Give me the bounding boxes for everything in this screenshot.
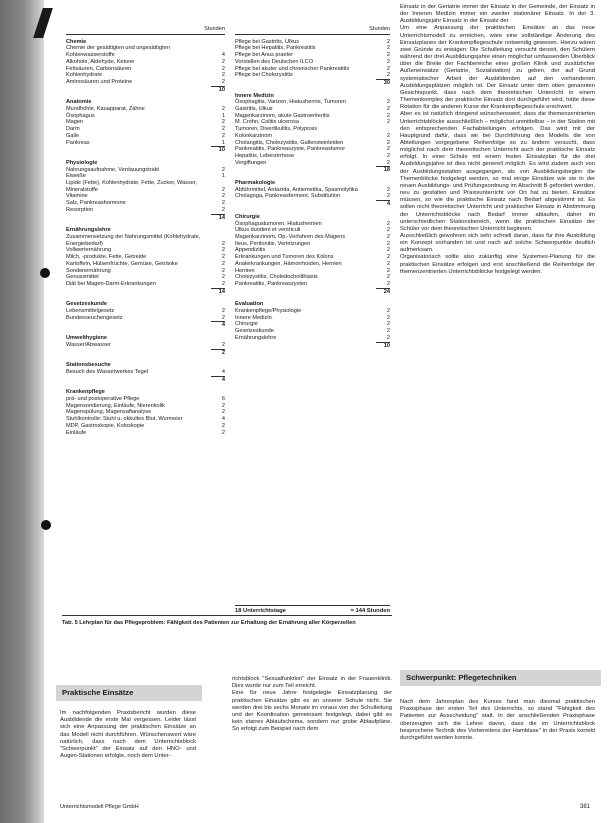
hours-cell: 2	[386, 112, 390, 119]
topic-cell: Zusammensetzung der Nahrungsmittel (Kohlehydrate, Energiebedarf)	[66, 233, 201, 247]
topic-cell: Pflege bei Gastritis, Ulkus	[235, 38, 300, 45]
hours-cell: 2	[386, 72, 390, 79]
table-section	[66, 335, 225, 356]
table-row	[235, 99, 390, 106]
sum-value: 14	[211, 288, 225, 296]
topic-cell: Vergiftungen	[235, 159, 267, 166]
topic-cell: Pankreatitis, Pankreaszysten	[235, 280, 308, 287]
table-column-left	[66, 26, 225, 442]
section-title: Stationsbesuche	[66, 362, 111, 369]
hours-cell: 2	[386, 152, 390, 159]
table-row	[66, 274, 225, 281]
binder-hole	[40, 268, 50, 278]
sum-value: 24	[376, 288, 390, 296]
table-row	[235, 261, 390, 268]
table-row	[235, 59, 390, 66]
topic-cell: Magensondierung, Einläufe, Nierenkolik	[66, 402, 165, 409]
paragraph: Nach dem Jahresplan des Kurses fand man diesmal praktischen Praxisphase der ersten Teil des Unterrichts, so stand "Fähigkeit des Patienten zur Ausscheidung" statt. In der anschließenden Praxisphase überzeugten sich die Lehrer davon, dass die im Unterrichtsblock besprochene Technik des Vorbereitens der Hamblase" in der Praxis korrekt durchgeführt werden konnte.	[400, 699, 595, 742]
hours-cell: 2	[221, 247, 225, 254]
topic-cell: Analerkrankungen, Hämorrhoiden, Hernien	[235, 260, 342, 267]
table-row	[66, 126, 225, 133]
paragraph: Im nachfolgenden Praxisbericht wurden diese Ausbildende die erste Mal vergessen. Leider lässt sich eine Anpassung der praktischen Einsätze an das Modell nicht durchführen. Wünschenswert wäre natürlich, dass nach dem Unterrichtsblock "Schwerpunkt" der Einsatz auf den HNO- und Augen-Stationen erfolgte, noch dem Unter-	[60, 710, 196, 760]
table-row	[66, 369, 225, 376]
sum-value: 18	[376, 166, 390, 174]
table-section	[66, 389, 225, 436]
middle-text	[232, 676, 392, 734]
topic-cell: Nahrungsaufnahme, Verdauungstrakt	[66, 166, 159, 173]
table-row	[66, 72, 225, 79]
topic-cell: Erkrankungen und Tumoren des Kolons	[235, 254, 334, 261]
table-row	[235, 335, 390, 342]
section-sum	[66, 288, 225, 296]
table-row	[235, 193, 390, 200]
hours-cell: 2	[386, 132, 390, 139]
table-row	[66, 140, 225, 147]
topic-cell: Ösophagus	[66, 112, 95, 119]
topic-cell: M. Crohn, Colitis ulcerosa	[235, 119, 300, 126]
paragraph: richtsblock "Sexualfunktion" der Einsatz in der Frauenklinik. Dies wurde nur zum Teil erreicht.	[232, 676, 392, 690]
hours-cell: 2	[386, 247, 390, 254]
hours-cell: 2	[221, 260, 225, 267]
table-row	[235, 140, 390, 147]
sum-value: 14	[211, 214, 225, 222]
topic-cell: Magenkarzinom, akute Gastroenteritis	[235, 112, 330, 119]
paragraph: Ausschließlich gewohnen sich sehr schnell daran, dass für ihre Ausbildung ein Konzept vorhanden ist und nach auf solche Schwerpunkte deutlich aufmerksam.	[400, 233, 595, 254]
topic-cell: MDP, Gastroskopie, Koloskopie	[66, 422, 145, 429]
table-row	[66, 254, 225, 261]
topic-cell: Sondenernährung	[66, 267, 111, 274]
topic-cell: Genussmittel	[66, 274, 99, 281]
topic-cell: Vitamine	[66, 193, 88, 200]
binding-strip	[0, 0, 44, 823]
hours-cell: 2	[386, 233, 390, 240]
table-section	[66, 227, 225, 295]
hours-cell: 2	[386, 274, 390, 281]
table-row	[235, 254, 390, 261]
table-total-row	[235, 605, 390, 614]
hours-cell: 2	[221, 240, 225, 247]
topic-cell: Ulkus duodeni et ventriculi	[235, 227, 301, 234]
topic-cell: Salz, Pankreashormone	[66, 200, 126, 207]
topic-cell: Lebensmittelgesetz	[66, 308, 115, 315]
table-row	[66, 247, 225, 254]
section-sum	[235, 166, 390, 174]
topic-cell: Fettsäuren, Carbonsäuren	[66, 65, 132, 72]
topic-cell: Pflege bei Cholezystitis	[235, 72, 293, 79]
hours-cell: 2	[221, 429, 225, 436]
topic-cell: Galle	[66, 132, 80, 139]
topic-cell: Hernien	[235, 267, 255, 274]
hours-cell: 2	[386, 99, 390, 106]
table-row	[66, 234, 225, 247]
sum-value: 30	[376, 79, 390, 87]
topic-cell: Kohlenhydrate	[66, 72, 103, 79]
topic-cell: Chirurgie	[235, 321, 258, 328]
techniques-text	[400, 699, 595, 742]
topic-cell: Ernährungslehre	[235, 334, 277, 341]
sum-value: 4	[211, 376, 225, 384]
topic-cell: Aminosäuren und Proteine	[66, 78, 133, 85]
table-section	[66, 362, 225, 383]
hours-cell: 2	[386, 58, 390, 65]
table-row	[235, 187, 390, 194]
topic-cell: Pflege bei akuter und chronischer Pankreatitis	[235, 65, 350, 72]
hours-cell: 2	[221, 126, 225, 133]
paragraph: Organisatorisch sollte also zukünftig eine Systemes-Planung für die praktischen Einsätze erfolgen und erst anschließend die Reihenfolge der themenzentrierten Unterrichtsblöcke festgelegt werden.	[400, 254, 595, 275]
table-row	[235, 39, 390, 46]
table-row	[66, 66, 225, 73]
section-title: Innere Medizin	[235, 92, 274, 99]
hours-cell: 2	[386, 119, 390, 126]
topic-cell: Kolonkarzinom	[235, 132, 272, 139]
table-row	[235, 146, 390, 153]
table-row	[66, 59, 225, 66]
hours-cell: 2	[386, 186, 390, 193]
section-sum	[66, 376, 225, 384]
section-title: Ernährungslehre	[66, 227, 111, 234]
hours-cell: 2	[221, 402, 225, 409]
section-title: Pharmakologie	[235, 180, 276, 187]
sum-value: 10	[376, 342, 390, 350]
topic-cell: Einläufe	[66, 429, 87, 436]
practical-text	[60, 710, 196, 760]
hours-cell: 2	[386, 280, 390, 287]
hours-cell: 2	[386, 193, 390, 200]
topic-cell: Bundesseuchengesetz	[66, 314, 123, 321]
topic-cell: Vorstellen des Deutschen ILCO	[235, 58, 314, 65]
sum-value: 4	[211, 321, 225, 329]
topic-cell: Magenspülung, Magensaftanalyse	[66, 409, 152, 416]
topic-cell: prä- und postoperative Pflege	[66, 396, 140, 403]
table-row	[235, 328, 390, 335]
topic-cell: Magen	[66, 119, 84, 126]
sum-value: 10	[211, 146, 225, 154]
hours-cell: 2	[221, 119, 225, 126]
section-sum	[66, 86, 225, 94]
section-title: Evaluation	[235, 301, 264, 308]
topic-cell: Cholangitis, Cholezystitis, Gallensteinleiden	[235, 139, 344, 146]
table-row	[66, 113, 225, 120]
topic-cell: Alkohole, Aldehyde, Ketone	[66, 58, 135, 65]
hours-cell: 2	[221, 308, 225, 315]
topic-cell: Kartoffeln, Hülsenfrüchte, Gemüse, Getränke	[66, 260, 178, 267]
table-section	[235, 39, 390, 87]
paragraph: Eine für neue Jahre festgelegte Einsatzplanung der praktischen Einsätze gibt es an unserer Schule nicht. Sie werden drei bis sechs Monate im voraus von der Schulleitung und der Koordination gemeinsam festgelegt, dabei gibt es kein starres Ablaufschema, sondern nur grobe Ablaufpläne. So erfolgt zum Beispiel nach dem	[232, 690, 392, 733]
paragraph: Um eine Anpassung der praktischen Einsätze an das neue Unterrichtsmodell zu erreichen, wäre eine vollständige Änderung des Einsatzplanes der Krankenpflegeschule notwendig gewesen. Hierzu wären zwei Gründe zu erwägen: Die Schulleitung versucht derzeit, den Schülern während der drei Ausbildungsjahre einen möglichst umfassenden Überblick über die Breite der Fachbereiche einer großen Klinik und zusätzlicher Außeneinsätze (Geriatrie, Sozialstation) zu geben, der auf Grund systematischer Arbeit der Ausbildenden auf den vorhandenen Ausbildungsplätzen möglich ist. Der Einsatz unter dem oben genannten Gesichtspunkt, dass nach dem theoretischen Unterricht in einem Themenkomplex der praktische Einsatz dort durchgeführt wird, hätte diese Rotation für die anderen Kurse der Krankenpflegeschule erschwert.	[400, 25, 595, 111]
topic-cell: Ösophagustumoren, Hiatushernien	[235, 220, 322, 227]
hours-cell: 2	[221, 72, 225, 79]
table-row	[235, 113, 390, 120]
topic-cell: Innere Medizin	[235, 314, 272, 321]
hours-cell: 2	[386, 227, 390, 234]
topic-cell: Pankreas	[66, 139, 90, 146]
section-title: Anatomie	[66, 99, 92, 106]
table-row	[235, 281, 390, 288]
topic-cell: Darm	[66, 126, 80, 133]
hours-cell: 6	[221, 396, 225, 403]
hours-cell: 2	[221, 422, 225, 429]
table-row	[66, 119, 225, 126]
table-section	[66, 160, 225, 221]
hours-cell: 2	[386, 328, 390, 335]
sum-value: 4	[376, 200, 390, 208]
table-row	[235, 160, 390, 167]
total-hours: = 144 Stunden	[350, 608, 390, 614]
table-row	[66, 167, 225, 174]
table-row	[66, 423, 225, 430]
hours-cell: 4	[221, 52, 225, 59]
hours-cell: 2	[221, 65, 225, 72]
table-section	[235, 180, 390, 208]
topic-cell: Ileus, Peritonitis, Verletzungen	[235, 240, 311, 247]
hours-cell: 2	[386, 334, 390, 341]
hours-cell: 2	[386, 106, 390, 113]
topic-cell: Resorption	[66, 206, 94, 213]
hours-cell: 2	[386, 240, 390, 247]
hours-cell: 2	[386, 65, 390, 72]
hours-cell: 2	[221, 78, 225, 85]
section-title: Krankenpflege	[66, 389, 105, 396]
hours-cell: 2	[221, 106, 225, 113]
hours-cell: 2	[386, 260, 390, 267]
table-row	[66, 180, 225, 193]
total-days: 18 Unterrichtstage	[235, 608, 286, 614]
hours-cell: 2	[386, 146, 390, 153]
table-row	[235, 274, 390, 281]
topic-cell: Milch, -produkte, Fette, Getreide	[66, 254, 147, 261]
topic-cell: Stuhlkontrolle: Stuhl u. okkultes Blut, Wurmeier	[66, 416, 183, 423]
table-row	[66, 403, 225, 410]
paragraph: Einsatz in der Geriatrie immer der Einsatz in der Gemeinde, der Einsatz in der Inneren Medizin immer ein zweiter stationärer Einsatz. In der 3. Ausbildungsjahr Einsatz in der Einsatz der	[400, 4, 595, 25]
table-row	[66, 396, 225, 403]
table-row	[66, 409, 225, 416]
topic-cell: Vollwerternährung	[66, 247, 112, 254]
section-title: Umwelthygiene	[66, 335, 108, 342]
table-row	[66, 173, 225, 180]
topic-cell: Gesetzeskunde	[235, 328, 274, 335]
hours-cell: 2	[221, 280, 225, 287]
table-row	[235, 234, 390, 241]
table-row	[235, 133, 390, 140]
section-heading-practical: Praktische Einsätze	[56, 685, 202, 701]
binder-hole	[41, 520, 51, 530]
table-column-right	[235, 26, 390, 355]
table-row	[235, 106, 390, 113]
table-section	[235, 214, 390, 295]
hours-cell: 2	[221, 193, 225, 200]
hours-cell: 2	[386, 159, 390, 166]
topic-cell: Hepatitis, Leberzirrhose	[235, 152, 295, 159]
table-header	[235, 26, 390, 35]
table-row	[235, 126, 390, 133]
table-row	[235, 66, 390, 73]
hours-cell: 2	[221, 409, 225, 416]
topic-cell: Krankenpflege/Physiologie	[235, 308, 302, 315]
topic-cell: Chemie der gesättigten und ungesättigten Kohlenwasserstoffe	[66, 45, 170, 59]
hours-cell: 1	[221, 112, 225, 119]
table-row	[66, 430, 225, 437]
hours-cell: 2	[221, 254, 225, 261]
table-section	[66, 99, 225, 154]
topic-cell: Diät bei Magen-Darm-Erkrankungen	[66, 280, 156, 287]
topic-cell: Eiweiße	[66, 173, 86, 180]
hours-header: Stunden	[369, 26, 390, 32]
hours-cell: 2	[386, 38, 390, 45]
topic-cell: Tumoren, Divertikulitis, Polyposis	[235, 126, 318, 133]
hours-cell: 2	[221, 314, 225, 321]
hours-cell: 2	[386, 45, 390, 52]
table-section	[66, 301, 225, 329]
table-row	[235, 315, 390, 322]
hours-cell: 2	[386, 220, 390, 227]
table-row	[66, 281, 225, 288]
section-title: Gesetzeskunde	[66, 301, 108, 308]
hours-cell: 1	[221, 173, 225, 180]
table-section	[235, 93, 390, 174]
section-sum	[235, 79, 390, 87]
hours-cell: 2	[386, 254, 390, 261]
table-row	[66, 315, 225, 322]
hours-cell: 2	[221, 267, 225, 274]
topic-cell: Cholagoga, Pankreasferment, Substitution	[235, 193, 341, 200]
topic-cell: Pflege bei Hepatitis, Pankreatitis	[235, 45, 316, 52]
table-row	[235, 247, 390, 254]
hours-cell: 2	[221, 206, 225, 213]
section-title: Chirurgie	[235, 213, 260, 220]
table-row	[66, 308, 225, 315]
topic-cell: Cholezystitis, Choledocholithiasis	[235, 274, 318, 281]
topic-cell: Gastritis, Ulkus	[235, 106, 273, 113]
table-row	[235, 268, 390, 275]
hours-cell: 2	[221, 186, 225, 193]
section-title: Physiologie	[66, 159, 98, 166]
topic-cell: Pankreatitis, Pankreaszyste, Pankreastumor	[235, 146, 346, 153]
table-row	[66, 200, 225, 207]
topic-cell: Abführmittel, Antazida, Antiemetika, Spasmolytika	[235, 186, 358, 193]
table-row	[66, 416, 225, 423]
hours-cell: 2	[221, 274, 225, 281]
hours-cell: 2	[221, 200, 225, 207]
section-sum	[66, 214, 225, 222]
table-row	[235, 308, 390, 315]
table-row	[66, 268, 225, 275]
table-row	[66, 106, 225, 113]
table-row	[66, 207, 225, 214]
table-row	[235, 321, 390, 328]
table-row	[235, 241, 390, 248]
page-number: 381	[580, 804, 591, 810]
topic-cell: Ösophagitis, Varizen, Hiatushernie, Tumoren	[235, 99, 346, 106]
table-row	[66, 45, 225, 58]
section-sum	[235, 342, 390, 350]
hours-cell: 2	[221, 166, 225, 173]
hours-cell: 2	[221, 58, 225, 65]
hours-cell: 2	[386, 52, 390, 59]
table-row	[235, 45, 390, 52]
hours-cell: 2	[386, 139, 390, 146]
topic-cell: Lipide (Fette), Kohlenhydrate, Fette, Zucker, Wasser, Mineralstoffe	[66, 180, 197, 193]
section-title: Chemie	[66, 38, 87, 45]
section-sum	[66, 321, 225, 329]
hours-cell: 2	[386, 267, 390, 274]
hours-cell: 2	[221, 341, 225, 348]
topic-cell: Appendizitis	[235, 247, 266, 254]
table-bottom-rule	[62, 615, 392, 616]
table-row	[66, 261, 225, 268]
table-row	[235, 227, 390, 234]
section-sum	[66, 349, 225, 357]
hours-cell: 2	[386, 308, 390, 315]
sum-value: 10	[211, 86, 225, 94]
table-header	[66, 26, 225, 35]
hours-cell: 2	[386, 321, 390, 328]
table-row	[235, 153, 390, 160]
section-sum	[66, 146, 225, 154]
topic-cell: Besuch des Wasserwerkes Tegel	[66, 368, 149, 375]
hours-cell: 4	[221, 368, 225, 375]
section-heading-techniques: Schwerpunkt: Pflegetechniken	[400, 670, 601, 686]
sum-value: 2	[211, 349, 225, 357]
table-row	[235, 52, 390, 59]
paragraph: Aber es ist natürlich dringend wünschenswert, dass die themenzentrierten Unterrichtsblöcke ausschließlich – möglichst unmittelbar – in der Station mit den entsprechenden Fachabteilungen erfolgen. Das wird mit der Hauptgrund dafür, dass wir bei Durchführung des Modells die von Abteilungen vorgegebene Reihenfolge so zu ändern versucht, dass möglichst nach dem theoretischen Unterricht auch der praktische Einsatz erfolgt. In einer Schule mit einem festen Einsatzplan für die drei Ausbildungsjahre ist dies nicht generell möglich. Es wird zudem auch von der Ausbildungsstation ausgegangen, als von Ausbildungsbeginn die Themenblöcke festgelegt werden, so mal einige Einsätze wie sie in der neuen Ausbildungs- und Prüfungsordnung im Abschnitt B gefordert werden, neu zu gestalten und Praxisunterricht vor Ort hat zu bieten. Einsätze müssen, so wie die praktische Einsatz nach Bedarf abgestimmt ist. Es sollen nicht theoretischer Unterricht und praktischer Einsatz in Abstimmung der Unterrichtsblöcke nach Bedarf immer ablaufen, daher im unterschiedlichen Stationsbereich, wenn die praktischen Einsätze der Schüler vor dem theoretischen Unterricht beginnen.	[400, 111, 595, 232]
hours-cell: 2	[221, 132, 225, 139]
topic-cell: Mundhöhle, Kauapparat, Zähne	[66, 106, 145, 113]
hours-cell: 4	[221, 416, 225, 423]
section-sum	[235, 200, 390, 208]
right-text-column	[400, 4, 595, 276]
footer-publisher: Unterrichtsmodell Pflege GmbH	[60, 804, 139, 810]
table-row	[66, 342, 225, 349]
table-row	[235, 72, 390, 79]
table-caption: Tab. 5 Lehrplan für das Pflegeproblem: Fähigkeit des Patienten zur Erhaltung der Ernährung aller Körperzellen	[62, 620, 356, 626]
hours-cell: 2	[386, 314, 390, 321]
topic-cell: Pflege bei Anus praeter	[235, 52, 294, 59]
table-row	[235, 119, 390, 126]
table-row	[66, 79, 225, 86]
hours-header: Stunden	[204, 26, 225, 32]
hours-cell: 1	[221, 139, 225, 146]
section-sum	[235, 288, 390, 296]
table-row	[66, 193, 225, 200]
table-row	[235, 221, 390, 228]
table-section	[235, 301, 390, 349]
topic-cell: Wasser/Abwasser	[66, 341, 111, 348]
table-row	[66, 133, 225, 140]
topic-cell: Magenkarzinom, Op.-Verfahren des Magens	[235, 233, 346, 240]
table-section	[66, 39, 225, 94]
